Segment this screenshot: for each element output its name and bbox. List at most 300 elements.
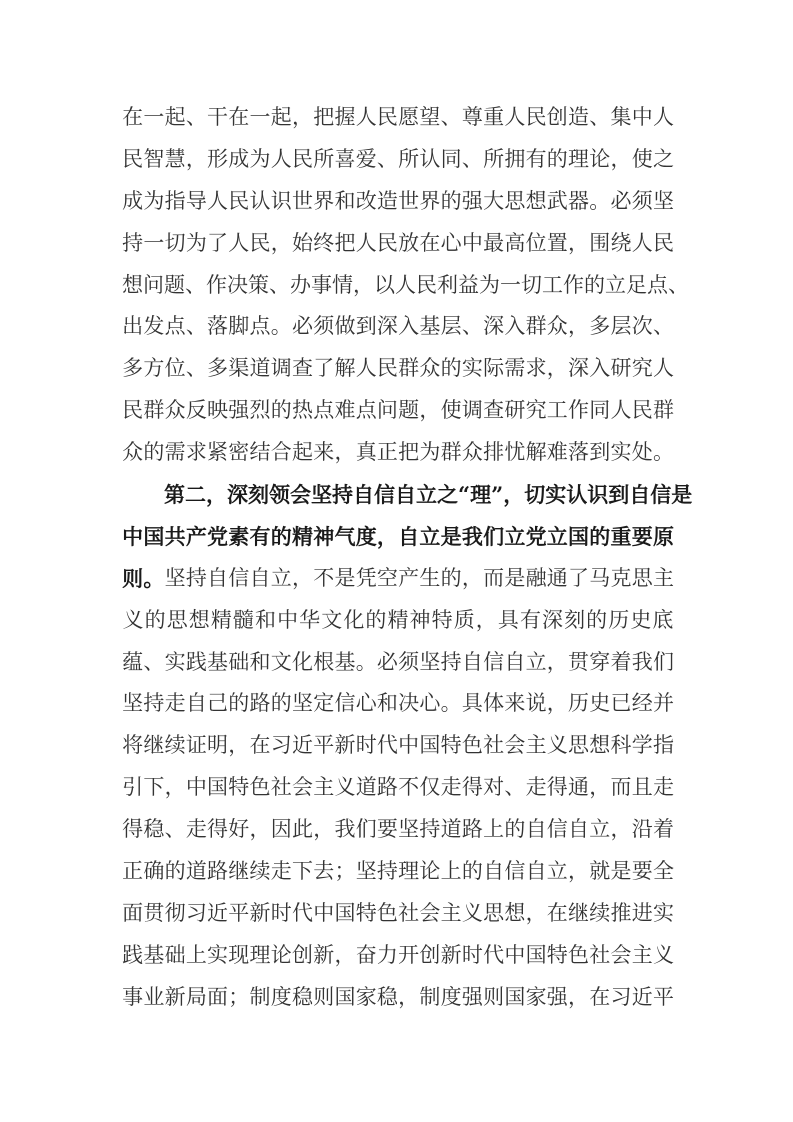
glyph: 基 bbox=[419, 314, 441, 339]
glyph: 已 bbox=[610, 691, 632, 716]
glyph: 稳 bbox=[291, 984, 313, 1009]
glyph: 道 bbox=[440, 817, 462, 842]
glyph: 信 bbox=[374, 482, 395, 508]
glyph: 、 bbox=[164, 817, 186, 842]
glyph: 切 bbox=[164, 230, 186, 255]
glyph: 作 bbox=[568, 398, 590, 423]
glyph: ， bbox=[475, 607, 497, 632]
glyph: ， bbox=[568, 314, 590, 339]
glyph bbox=[143, 474, 164, 516]
glyph: 握 bbox=[334, 105, 356, 129]
glyph: 、 bbox=[668, 272, 689, 297]
glyph: ， bbox=[610, 146, 632, 171]
glyph: 自 bbox=[461, 649, 483, 674]
glyph: 近 bbox=[207, 900, 229, 925]
glyph: 想 bbox=[504, 900, 526, 925]
glyph: 践 bbox=[122, 942, 144, 967]
glyph: 历 bbox=[568, 691, 590, 716]
glyph: 中 bbox=[504, 942, 526, 967]
glyph: 路 bbox=[249, 691, 271, 716]
glyph: 之 bbox=[652, 146, 674, 171]
heading-line bbox=[122, 516, 674, 558]
glyph: 使 bbox=[631, 146, 653, 171]
glyph: 国 bbox=[207, 775, 229, 800]
glyph: 、 bbox=[589, 105, 611, 129]
glyph: 器 bbox=[568, 188, 590, 213]
glyph: 须 bbox=[313, 314, 335, 339]
glyph: 持 bbox=[185, 565, 207, 590]
glyph: 尊 bbox=[461, 105, 483, 129]
glyph: 紧 bbox=[207, 440, 229, 465]
glyph: 拥 bbox=[504, 146, 526, 171]
mixed-line bbox=[122, 558, 674, 600]
glyph: 一 bbox=[500, 272, 521, 297]
glyph: 难 bbox=[546, 440, 568, 465]
glyph: 时 bbox=[355, 733, 377, 758]
glyph: 础 bbox=[228, 649, 250, 674]
glyph: 实 bbox=[652, 900, 674, 925]
glyph: 定 bbox=[313, 691, 335, 716]
glyph: 民 bbox=[525, 105, 547, 129]
glyph: 在 bbox=[122, 105, 144, 129]
glyph: 习 bbox=[270, 733, 292, 758]
glyph: 论 bbox=[419, 859, 441, 884]
glyph: 立 bbox=[270, 565, 292, 590]
glyph: 层 bbox=[440, 314, 462, 339]
glyph: 和 bbox=[376, 691, 398, 716]
glyph: 的 bbox=[270, 523, 292, 549]
glyph: 确 bbox=[143, 859, 165, 884]
glyph: 续 bbox=[249, 859, 271, 884]
glyph bbox=[122, 474, 143, 516]
glyph: 社 bbox=[398, 900, 420, 925]
glyph: 众 bbox=[546, 314, 568, 339]
glyph: 位 bbox=[525, 230, 547, 255]
glyph: 喜 bbox=[334, 146, 356, 171]
glyph: 的 bbox=[546, 146, 568, 171]
glyph: 。 bbox=[355, 649, 377, 674]
glyph: ， bbox=[610, 817, 632, 842]
glyph: 是 bbox=[610, 859, 632, 884]
glyph: 下 bbox=[143, 775, 165, 800]
glyph: 精 bbox=[387, 607, 409, 632]
glyph: 为 bbox=[185, 230, 207, 255]
glyph: 家 bbox=[525, 984, 547, 1009]
glyph: 的 bbox=[440, 356, 462, 381]
glyph: 坚 bbox=[311, 482, 332, 508]
glyph: 通 bbox=[546, 565, 568, 590]
glyph: 在 bbox=[419, 230, 441, 255]
glyph: 识 bbox=[587, 482, 609, 508]
glyph: 走 bbox=[525, 775, 547, 800]
glyph: ； bbox=[228, 984, 250, 1009]
glyph: 落 bbox=[568, 440, 590, 465]
glyph: 入 bbox=[398, 314, 420, 339]
glyph: 得 bbox=[207, 817, 229, 842]
glyph: 、 bbox=[185, 272, 206, 297]
glyph: 的 bbox=[461, 859, 483, 884]
glyph: 的 bbox=[164, 859, 186, 884]
glyph: 新 bbox=[440, 942, 462, 967]
glyph: 在 bbox=[228, 105, 250, 129]
glyph: 根 bbox=[313, 649, 335, 674]
glyph: 稳 bbox=[143, 817, 165, 842]
glyph: 则 bbox=[483, 984, 505, 1009]
glyph: 坚 bbox=[355, 859, 377, 884]
glyph: 以 bbox=[374, 272, 395, 297]
glyph: 难 bbox=[334, 398, 356, 423]
glyph: 新 bbox=[164, 984, 186, 1009]
glyph: 素 bbox=[228, 523, 250, 549]
glyph: ， bbox=[228, 733, 250, 758]
glyph: 特 bbox=[440, 733, 462, 758]
glyph: 是 bbox=[440, 523, 462, 549]
text-line bbox=[122, 265, 689, 307]
glyph: 新 bbox=[249, 900, 271, 925]
glyph: 具 bbox=[497, 607, 519, 632]
glyph: 精 bbox=[291, 523, 313, 549]
glyph: 特 bbox=[228, 775, 250, 800]
glyph: 多 bbox=[122, 356, 144, 381]
glyph: 华 bbox=[299, 607, 321, 632]
text-line bbox=[122, 306, 674, 348]
glyph: 人 bbox=[652, 356, 674, 381]
glyph: 深 bbox=[483, 314, 505, 339]
glyph: 立 bbox=[589, 817, 611, 842]
glyph: 自 bbox=[504, 649, 526, 674]
glyph: 立 bbox=[605, 272, 626, 297]
glyph: 成 bbox=[228, 146, 250, 171]
glyph: 平 bbox=[652, 984, 674, 1009]
glyph: 干 bbox=[207, 105, 229, 129]
glyph: 把 bbox=[313, 105, 335, 129]
glyph: 信 bbox=[504, 859, 526, 884]
glyph: 义 bbox=[546, 733, 568, 758]
glyph: 一 bbox=[249, 105, 271, 129]
glyph: 全 bbox=[652, 859, 674, 884]
glyph: 马 bbox=[589, 565, 611, 590]
glyph: 是 bbox=[671, 482, 693, 508]
glyph: 路 bbox=[376, 775, 398, 800]
glyph: 认 bbox=[419, 146, 441, 171]
glyph: 理 bbox=[470, 482, 492, 508]
glyph: 调 bbox=[270, 356, 292, 381]
glyph: 的 bbox=[144, 607, 166, 632]
glyph: 刻 bbox=[564, 607, 586, 632]
glyph: 的 bbox=[440, 188, 462, 213]
glyph: 需 bbox=[504, 356, 526, 381]
glyph: 平 bbox=[313, 733, 335, 758]
glyph: 层 bbox=[610, 314, 632, 339]
glyph: 立 bbox=[546, 859, 568, 884]
glyph: ， bbox=[185, 146, 207, 171]
glyph: 自 bbox=[185, 691, 207, 716]
glyph: 问 bbox=[376, 398, 398, 423]
glyph: 得 bbox=[122, 817, 144, 842]
glyph: 历 bbox=[608, 607, 630, 632]
glyph: 坚 bbox=[398, 817, 420, 842]
glyph: 色 bbox=[568, 942, 590, 967]
glyph: 、 bbox=[440, 105, 462, 129]
glyph: 研 bbox=[610, 356, 632, 381]
glyph: 有 bbox=[519, 607, 541, 632]
glyph: 集 bbox=[610, 105, 632, 129]
glyph: 好 bbox=[228, 817, 250, 842]
glyph: 深 bbox=[376, 314, 398, 339]
glyph: 实 bbox=[545, 482, 567, 508]
glyph: 会 bbox=[291, 775, 313, 800]
glyph: 的 bbox=[440, 565, 462, 590]
glyph: 民 bbox=[291, 146, 313, 171]
glyph: 经 bbox=[631, 691, 653, 716]
glyph: 导 bbox=[185, 188, 207, 213]
glyph: 所 bbox=[398, 146, 420, 171]
glyph: 史 bbox=[589, 691, 611, 716]
glyph: 事 bbox=[122, 984, 144, 1009]
glyph: 界 bbox=[419, 188, 441, 213]
glyph: 继 bbox=[568, 900, 590, 925]
glyph: 众 bbox=[461, 440, 483, 465]
glyph: 思 bbox=[568, 733, 590, 758]
glyph: 信 bbox=[228, 565, 250, 590]
glyph: 为 bbox=[419, 440, 441, 465]
glyph: 对 bbox=[483, 775, 505, 800]
glyph: 时 bbox=[270, 900, 292, 925]
glyph: 论 bbox=[270, 942, 292, 967]
glyph: ， bbox=[568, 859, 590, 884]
glyph: 必 bbox=[376, 649, 398, 674]
glyph: 基 bbox=[207, 649, 229, 674]
glyph: 点 bbox=[313, 398, 335, 423]
glyph: 去 bbox=[313, 859, 335, 884]
glyph: 中 bbox=[277, 607, 299, 632]
glyph: 、 bbox=[185, 314, 207, 339]
glyph: 放 bbox=[398, 230, 420, 255]
glyph: 排 bbox=[483, 440, 505, 465]
glyph: 主 bbox=[313, 775, 335, 800]
text-line bbox=[122, 432, 674, 474]
glyph: 心 bbox=[440, 230, 462, 255]
glyph: 热 bbox=[291, 398, 313, 423]
glyph: 次 bbox=[631, 314, 653, 339]
glyph: 事 bbox=[311, 272, 332, 297]
glyph: 众 bbox=[164, 398, 186, 423]
glyph: 信 bbox=[483, 649, 505, 674]
glyph: 入 bbox=[504, 314, 526, 339]
glyph: 持 bbox=[122, 230, 144, 255]
glyph: 为 bbox=[249, 146, 271, 171]
glyph: 走 bbox=[164, 691, 186, 716]
glyph: 最 bbox=[483, 230, 505, 255]
glyph: 产 bbox=[185, 523, 207, 549]
glyph: 通 bbox=[568, 775, 590, 800]
glyph: 主 bbox=[631, 942, 653, 967]
glyph: 群 bbox=[143, 398, 165, 423]
glyph: 造 bbox=[376, 188, 398, 213]
glyph: 需 bbox=[164, 440, 186, 465]
glyph: 到 bbox=[355, 314, 377, 339]
glyph: 反 bbox=[185, 398, 207, 423]
glyph: 的 bbox=[586, 607, 608, 632]
glyph: 信 bbox=[650, 482, 672, 508]
glyph: 实 bbox=[610, 440, 632, 465]
glyph: 在 bbox=[249, 733, 271, 758]
glyph: 持 bbox=[419, 817, 441, 842]
glyph: 人 bbox=[610, 398, 632, 423]
glyph: 民 bbox=[631, 398, 653, 423]
glyph: 气 bbox=[334, 523, 356, 549]
text-line bbox=[122, 893, 674, 935]
glyph: 的 bbox=[504, 817, 526, 842]
glyph: 民 bbox=[652, 230, 674, 255]
glyph: 理 bbox=[568, 146, 590, 171]
glyph: 继 bbox=[228, 859, 250, 884]
glyph: 的 bbox=[143, 440, 165, 465]
glyph: 到 bbox=[589, 440, 611, 465]
glyph: 会 bbox=[290, 482, 311, 508]
glyph: 上 bbox=[185, 942, 207, 967]
glyph: 深 bbox=[542, 607, 564, 632]
text-line bbox=[122, 97, 674, 139]
glyph: 业 bbox=[143, 984, 165, 1009]
glyph: 是 bbox=[334, 565, 356, 590]
glyph: 造 bbox=[568, 105, 590, 129]
glyph: ， bbox=[334, 440, 356, 465]
glyph: 我 bbox=[631, 649, 653, 674]
glyph: 彻 bbox=[164, 900, 186, 925]
glyph: 民 bbox=[228, 188, 250, 213]
glyph: 蕴 bbox=[122, 649, 144, 674]
glyph: 有 bbox=[525, 146, 547, 171]
glyph: 落 bbox=[207, 314, 229, 339]
glyph: 立 bbox=[419, 523, 441, 549]
glyph: 策 bbox=[248, 272, 269, 297]
glyph: ， bbox=[313, 817, 335, 842]
glyph: ， bbox=[270, 230, 292, 255]
paragraph-2 bbox=[122, 474, 693, 1019]
glyph: 人 bbox=[355, 105, 377, 129]
glyph: 制 bbox=[249, 984, 271, 1009]
glyph: 会 bbox=[419, 900, 441, 925]
glyph: 明 bbox=[207, 733, 229, 758]
glyph: 贯 bbox=[568, 649, 590, 674]
glyph: 渠 bbox=[228, 356, 250, 381]
glyph: 世 bbox=[291, 188, 313, 213]
glyph: 查 bbox=[291, 356, 313, 381]
glyph: 理 bbox=[398, 859, 420, 884]
glyph: 作 bbox=[206, 272, 227, 297]
glyph: 置 bbox=[546, 230, 568, 255]
glyph: ， bbox=[546, 691, 568, 716]
glyph: ， bbox=[291, 105, 313, 129]
glyph: ， bbox=[589, 775, 611, 800]
glyph: 际 bbox=[483, 356, 505, 381]
glyph: 人 bbox=[652, 105, 674, 129]
glyph: 益 bbox=[458, 272, 479, 297]
glyph: 自 bbox=[249, 565, 271, 590]
glyph: 人 bbox=[395, 272, 416, 297]
glyph: 始 bbox=[291, 230, 313, 255]
glyph: 了 bbox=[313, 356, 335, 381]
glyph: 要 bbox=[631, 523, 653, 549]
glyph: 真 bbox=[355, 440, 377, 465]
glyph: 点 bbox=[647, 272, 668, 297]
glyph: 形 bbox=[207, 146, 229, 171]
text-line bbox=[122, 642, 674, 684]
glyph: 思 bbox=[166, 607, 188, 632]
glyph: 是 bbox=[504, 565, 526, 590]
glyph: 在 bbox=[546, 900, 568, 925]
glyph: 信 bbox=[546, 817, 568, 842]
glyph: 同 bbox=[440, 146, 462, 171]
glyph: 上 bbox=[440, 859, 462, 884]
glyph: 共 bbox=[164, 523, 186, 549]
glyph: 之 bbox=[437, 482, 458, 508]
glyph: ， bbox=[546, 356, 568, 381]
glyph: 脚 bbox=[228, 314, 250, 339]
glyph: 持 bbox=[376, 859, 398, 884]
glyph: 现 bbox=[228, 942, 250, 967]
glyph: 想 bbox=[122, 272, 143, 297]
glyph: 史 bbox=[630, 607, 652, 632]
glyph: 爱 bbox=[355, 146, 377, 171]
glyph: 研 bbox=[504, 398, 526, 423]
glyph: 社 bbox=[270, 775, 292, 800]
glyph: 度 bbox=[355, 523, 377, 549]
glyph: 调 bbox=[461, 398, 483, 423]
glyph: 下 bbox=[291, 859, 313, 884]
glyph: 思 bbox=[504, 188, 526, 213]
glyph: 我 bbox=[461, 523, 483, 549]
glyph: 慧 bbox=[164, 146, 186, 171]
glyph: 走 bbox=[185, 817, 207, 842]
glyph: 道 bbox=[249, 356, 271, 381]
glyph: 重 bbox=[483, 105, 505, 129]
glyph: 主 bbox=[652, 565, 674, 590]
glyph: 二 bbox=[185, 482, 206, 508]
glyph: 方 bbox=[143, 356, 165, 381]
glyph: ， bbox=[525, 900, 547, 925]
glyph: 路 bbox=[207, 859, 229, 884]
glyph: 改 bbox=[355, 188, 377, 213]
glyph: 望 bbox=[419, 105, 441, 129]
glyph: 走 bbox=[652, 775, 674, 800]
glyph: 文 bbox=[270, 649, 292, 674]
glyph: 平 bbox=[228, 900, 250, 925]
glyph: 多 bbox=[589, 314, 611, 339]
glyph: 我 bbox=[334, 817, 356, 842]
glyph: 思 bbox=[483, 900, 505, 925]
glyph: 了 bbox=[568, 565, 590, 590]
glyph: 证 bbox=[185, 733, 207, 758]
glyph: 必 bbox=[610, 188, 632, 213]
glyph: 人 bbox=[631, 230, 653, 255]
glyph: 们 bbox=[355, 817, 377, 842]
glyph: 融 bbox=[525, 565, 547, 590]
glyph: 人 bbox=[504, 105, 526, 129]
glyph: 国 bbox=[419, 733, 441, 758]
glyph: 学 bbox=[631, 733, 653, 758]
glyph: 多 bbox=[207, 356, 229, 381]
glyph: 、 bbox=[185, 105, 207, 129]
glyph: 立 bbox=[416, 482, 437, 508]
glyph: 科 bbox=[610, 733, 632, 758]
glyph: 代 bbox=[483, 942, 505, 967]
glyph: 发 bbox=[143, 314, 165, 339]
glyph: 民 bbox=[122, 398, 144, 423]
glyph: 指 bbox=[652, 733, 674, 758]
glyph: 究 bbox=[525, 398, 547, 423]
